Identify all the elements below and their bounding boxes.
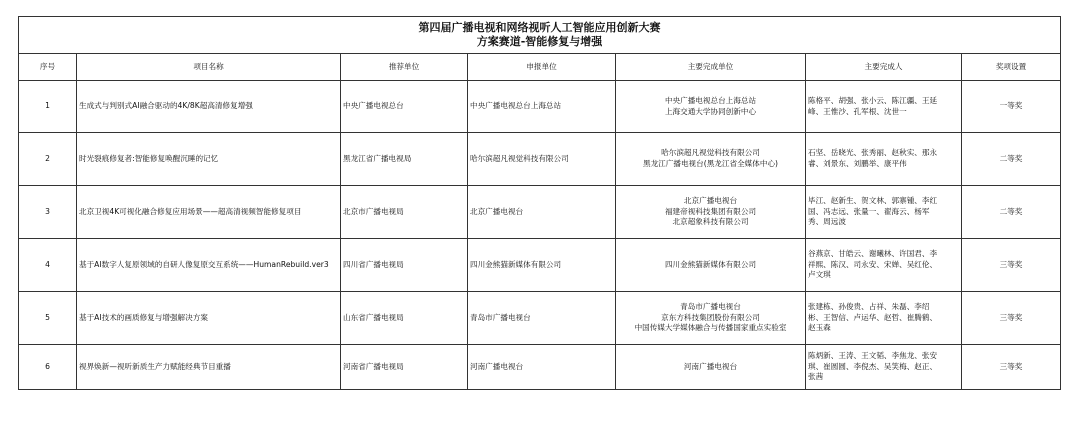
completing-people-line: 睿、刘景东、刘鹏举、康平伟	[808, 159, 907, 168]
completing-people-line: 国、冯志远、张量一、翟海云、杨军	[808, 206, 930, 216]
header-applicant: 申报单位	[468, 54, 616, 81]
cell-project-name: 北京卫视4K可视化融合修复应用场景——超高清视频智能修复项目	[77, 186, 341, 239]
completing-people-line: 峰、王惟沙、孔军根、沈世一	[808, 106, 907, 116]
cell-index: 5	[19, 292, 77, 345]
completing-people-line: 谷燕京、甘皓云、谢曦林、许国君、李	[808, 249, 938, 259]
completing-unit-line: 哈尔滨超凡视觉科技有限公司	[661, 148, 760, 158]
completing-people-line: 卢文琪	[808, 270, 831, 280]
header-completing-people: 主要完成人	[806, 54, 962, 81]
completing-people-line: 秀、周远波	[808, 217, 846, 227]
cell-project-name: 时光裂痕修复者:智能修复唤醒沉睡的记忆	[77, 133, 341, 186]
cell-recommender: 四川省广播电视局	[341, 239, 468, 292]
cell-completing-people	[806, 81, 962, 133]
cell-award: 三等奖	[962, 345, 1061, 390]
cell-index: 1	[19, 81, 77, 133]
cell-completing-units	[616, 345, 806, 390]
completing-people-line: 琪、崔圆圆、李倪杰、吴笑梅、赵正、	[808, 361, 938, 371]
completing-unit-line: 河南广播电视台	[683, 361, 738, 371]
cell-project-name: 视界焕新—视听新质生产力赋能经典节目重播	[77, 345, 341, 390]
cell-applicant: 青岛市广播电视台	[468, 292, 616, 345]
completing-unit-line: 京东方科技集团股份有限公司	[661, 312, 760, 322]
header-completing-units: 主要完成单位	[616, 54, 806, 81]
table-row	[19, 239, 1061, 292]
cell-applicant: 河南广播电视台	[468, 345, 616, 390]
cell-recommender: 中央广播电视总台	[341, 81, 468, 133]
cell-recommender: 黑龙江省广播电视局	[341, 133, 468, 186]
header-index: 序号	[19, 54, 77, 81]
completing-unit-line: 青岛市广播电视台	[680, 302, 741, 312]
table-title-row	[19, 17, 1061, 54]
cell-applicant: 北京广播电视台	[468, 186, 616, 239]
cell-project-name: 生成式与判别式AI融合驱动的4K/8K超高清修复增强	[77, 81, 341, 133]
cell-project-name: 基于AI数字人复原领域的自研人像复原交互系统——HumanRebuild.ver3	[77, 239, 341, 292]
completing-unit-line: 北京广播电视台	[683, 196, 738, 206]
completing-unit-line: 上海交通大学协同创新中心	[664, 106, 757, 116]
cell-completing-units	[616, 292, 806, 345]
completing-people-line: 陈炳新、王涛、王文韬、李焦龙、张安	[808, 351, 938, 361]
cell-completing-people	[806, 239, 962, 292]
completing-unit-line: 黑龙江广播电视台(黑龙江省全媒体中心)	[642, 159, 779, 168]
table-row	[19, 81, 1061, 133]
title-line-1: 第四届广播电视和网络视听人工智能应用创新大赛	[418, 21, 661, 34]
cell-applicant: 哈尔滨超凡视觉科技有限公司	[468, 133, 616, 186]
table-row	[19, 186, 1061, 239]
completing-unit-line: 四川金熊猫新媒体有限公司	[664, 259, 757, 269]
award-table	[18, 16, 1061, 390]
cell-index: 4	[19, 239, 77, 292]
completing-people-line: 彬、王智信、卢运华、赵哲、崔腾鹤、	[808, 312, 938, 322]
cell-project-name: 基于AI技术的画质修复与增强解决方案	[77, 292, 341, 345]
cell-completing-people	[806, 186, 962, 239]
cell-completing-people	[806, 292, 962, 345]
completing-unit-line: 北京超象科技有限公司	[672, 217, 749, 227]
cell-award: 一等奖	[962, 81, 1061, 133]
cell-completing-people	[806, 345, 962, 390]
cell-completing-people	[806, 133, 962, 186]
completing-people-line: 毕江、赵新生、贺文林、郭寨锺、李红	[808, 196, 938, 206]
cell-award: 三等奖	[962, 292, 1061, 345]
award-table-container	[18, 16, 1060, 390]
cell-completing-units	[616, 186, 806, 239]
completing-people-line: 石坚、岳晓光、张秀丽、赵秋实、那永	[808, 148, 938, 158]
completing-unit-line: 中国传媒大学媒体融合与传播国家重点实验室	[634, 323, 787, 333]
cell-index: 2	[19, 133, 77, 186]
completing-people-line: 张茜	[808, 372, 824, 382]
header-row	[19, 54, 1061, 81]
cell-completing-units	[616, 239, 806, 292]
header-project-name: 项目名称	[77, 54, 341, 81]
cell-applicant: 四川金熊猫新媒体有限公司	[468, 239, 616, 292]
table-row	[19, 292, 1061, 345]
cell-recommender: 河南省广播电视局	[341, 345, 468, 390]
cell-award: 二等奖	[962, 186, 1061, 239]
cell-recommender: 山东省广播电视局	[341, 292, 468, 345]
cell-completing-units	[616, 81, 806, 133]
cell-award: 三等奖	[962, 239, 1061, 292]
completing-people-line: 赵玉森	[808, 323, 831, 333]
header-award: 奖项设置	[962, 54, 1061, 81]
completing-unit-line: 福建帝视科技集团有限公司	[664, 206, 757, 216]
cell-recommender: 北京市广播电视局	[341, 186, 468, 239]
table-row	[19, 133, 1061, 186]
cell-index: 6	[19, 345, 77, 390]
cell-completing-units	[616, 133, 806, 186]
completing-people-line: 陈格平、胡强、张小云、陈江疆、王延	[808, 95, 938, 105]
table-title	[19, 17, 1061, 54]
cell-award: 二等奖	[962, 133, 1061, 186]
cell-applicant: 中央广播电视总台上海总站	[468, 81, 616, 133]
table-row	[19, 345, 1061, 390]
title-line-2: 方案赛道-智能修复与增强	[476, 35, 603, 48]
completing-people-line: 祥熙、陈汉、司永安、宋婵、吴红伦、	[808, 259, 938, 269]
completing-unit-line: 中央广播电视总台上海总站	[664, 95, 757, 105]
header-recommender: 推荐单位	[341, 54, 468, 81]
cell-index: 3	[19, 186, 77, 239]
completing-people-line: 张建栋、孙俊贵、占祥、朱磊、李绍	[808, 302, 930, 312]
